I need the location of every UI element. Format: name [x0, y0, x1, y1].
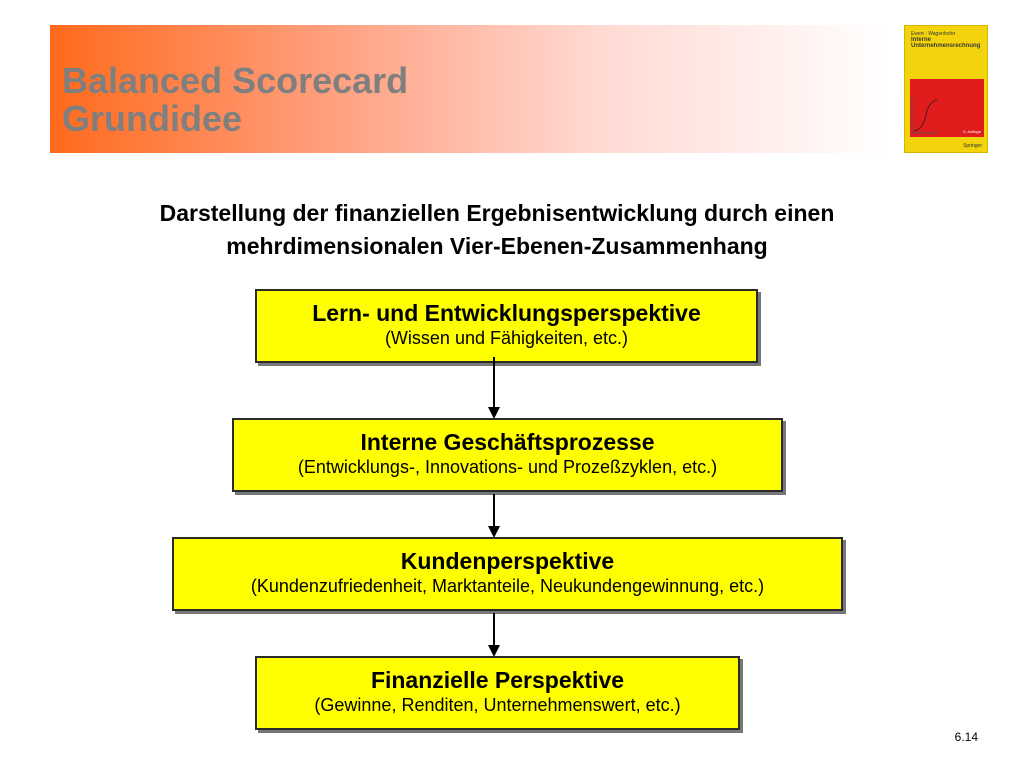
book-publisher: Springer — [963, 143, 982, 149]
book-edition: 5. Auflage — [963, 129, 981, 134]
box-kundenperspektive — [172, 537, 843, 611]
subtitle-line-1: Darstellung der finanziellen Ergebnisentwicklung durch einen — [159, 200, 835, 226]
title-line-1: Balanced Scorecard — [62, 60, 409, 101]
box-lern-entwicklung — [255, 289, 758, 363]
box-title: Finanzielle Perspektive — [370, 667, 625, 693]
box-subtitle: (Entwicklungs-, Innovations- und Prozeßzyklen, etc.) — [297, 457, 718, 477]
page-number: 6.14 — [954, 730, 978, 744]
slide-subtitle — [40, 197, 954, 263]
book-cover-text — [911, 31, 980, 49]
box-title: Lern- und Entwicklungsperspektive — [312, 300, 701, 326]
box-title: Kundenperspektive — [400, 548, 615, 574]
book-authors: Ewert · Wagenhofer — [911, 31, 956, 37]
book-cover-image — [904, 25, 988, 153]
box-finanzielle-perspektive — [255, 656, 740, 730]
book-title-line-2: Unternehmensrechnung — [911, 43, 981, 49]
box-subtitle: (Wissen und Fähigkeiten, etc.) — [384, 328, 629, 348]
box-title: Interne Geschäftsprozesse — [360, 429, 655, 455]
box-interne-geschaeftsprozesse — [232, 418, 783, 492]
slide-title — [62, 62, 408, 138]
box-subtitle: (Gewinne, Renditen, Unternehmenswert, etc.) — [314, 695, 681, 715]
arrow-down-icon — [487, 357, 501, 419]
book-curve-graphic — [910, 95, 940, 135]
arrow-down-icon — [487, 613, 501, 657]
title-line-2: Grundidee — [62, 98, 243, 139]
arrow-down-icon — [487, 494, 501, 538]
subtitle-line-2: mehrdimensionalen Vier-Ebenen-Zusammenhang — [226, 233, 768, 259]
book-title-line-1: Interne — [911, 37, 932, 43]
box-subtitle: (Kundenzufriedenheit, Marktanteile, Neukundengewinnung, etc.) — [250, 576, 765, 596]
